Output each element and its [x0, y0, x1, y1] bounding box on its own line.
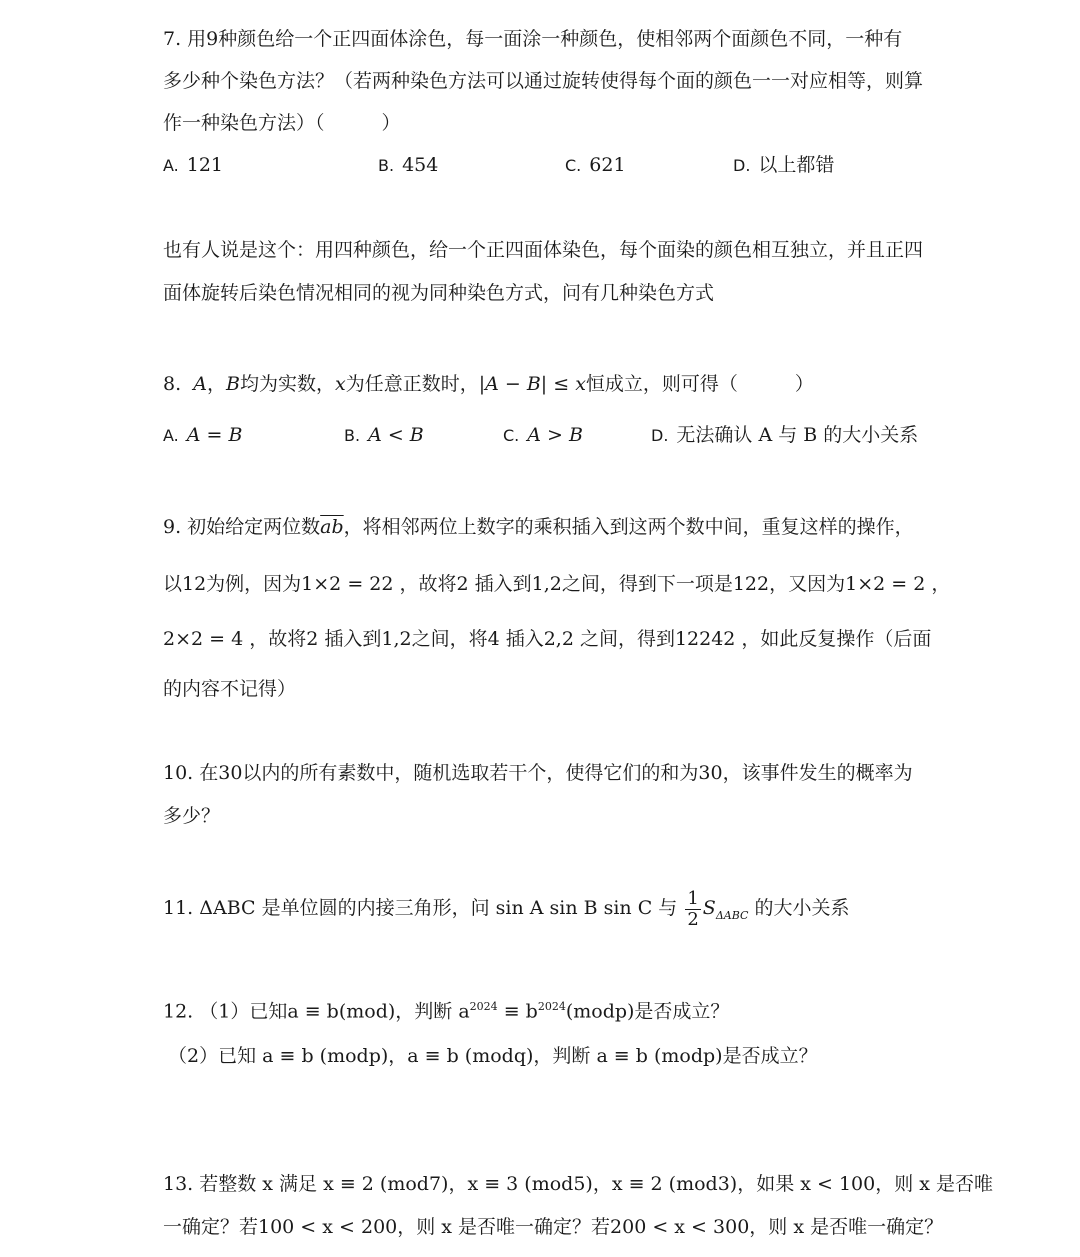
- q7-option-b: B. 454: [378, 154, 439, 176]
- q7-line-2: 多少种个染色方法？（若两种染色方法可以通过旋转使得每个面的颜色一一对应相等，则算: [163, 70, 924, 92]
- q13-line-1: 13. 若整数 x 满足 x ≡ 2 (mod7)，x ≡ 3 (mod5)，x ≡ 2 (mod3)，如果 x < 100，则 x 是否唯: [163, 1173, 994, 1195]
- fraction-one-half: $\frac{1}{2}$: [687, 887, 699, 930]
- note-line-1: 也有人说是这个：用四种颜色，给一个正四面体染色，每个面染的颜色相互独立，并且正四: [163, 239, 924, 261]
- q8-stem: 8. A，B均为实数，x为任意正数时，|A − B| ≤ x恒成立，则可得（ ）: [163, 373, 814, 395]
- q13-line-2: 一确定？若100 < x < 200，则 x 是否唯一确定？若200 < x < 300，则 x 是否唯一确定？: [163, 1216, 944, 1238]
- q12-line-2: （2）已知 a ≡ b (modp)，a ≡ b (modq)，判断 a ≡ b (modp)是否成立？: [168, 1045, 818, 1067]
- overline-ab: $\overline{ab}$: [320, 516, 344, 538]
- q8-option-c: C. A > B: [503, 424, 583, 446]
- abs-inequality: |A − B| ≤ x: [478, 373, 586, 395]
- question-11: 11. ΔABC 是单位圆的内接三角形，问 sin A sin B sin C 与 $\frac{1}{2}$ $S_{\Delta ABC}$ 的大小关系: [163, 887, 850, 930]
- q7-line-3: 作一种染色方法）（ ）: [163, 112, 401, 134]
- q10-line-2: 多少？: [163, 805, 221, 827]
- q8-option-d: D. 无法确认 A 与 B 的大小关系: [651, 424, 919, 446]
- q10-line-1: 10. 在30以内的所有素数中，随机选取若干个，使得它们的和为30，该事件发生的概率为: [163, 762, 913, 784]
- q7-option-a: A. 121: [163, 154, 224, 176]
- q9-line-2: 以12为例，因为1×2 = 22 ，故将2 插入到1,2之间，得到下一项是122，又因为1×2 = 2 ，: [163, 573, 951, 595]
- q9-line-1: 9. 初始给定两位数$\overline{ab}$，将相邻两位上数字的乘积插入到这两个数中间，重复这样的操作，: [163, 516, 914, 538]
- q8-option-a: A. A = B: [163, 424, 243, 446]
- note-line-2: 面体旋转后染色情况相同的视为同种染色方式，问有几种染色方式: [163, 282, 715, 304]
- q7-option-c: C. 621: [565, 154, 626, 176]
- q9-line-4: 的内容不记得）: [163, 678, 297, 700]
- q12-line-1: 12. （1）已知a ≡ b(mod)，判断 $a^{2024}$ ≡ $b^{2024}(modp)$是否成立？: [163, 1000, 730, 1023]
- q7-option-d: D. 以上都错: [733, 154, 835, 176]
- q7-line-1: 7. 用9种颜色给一个正四面体涂色，每一面涂一种颜色，使相邻两个面颜色不同，一种有: [163, 28, 903, 50]
- q9-line-3: 2×2 = 4 ，故将2 插入到1,2之间，将4 插入2,2 之间，得到12242 ，如此反复操作（后面: [163, 628, 932, 650]
- q8-option-b: B. A < B: [344, 424, 424, 446]
